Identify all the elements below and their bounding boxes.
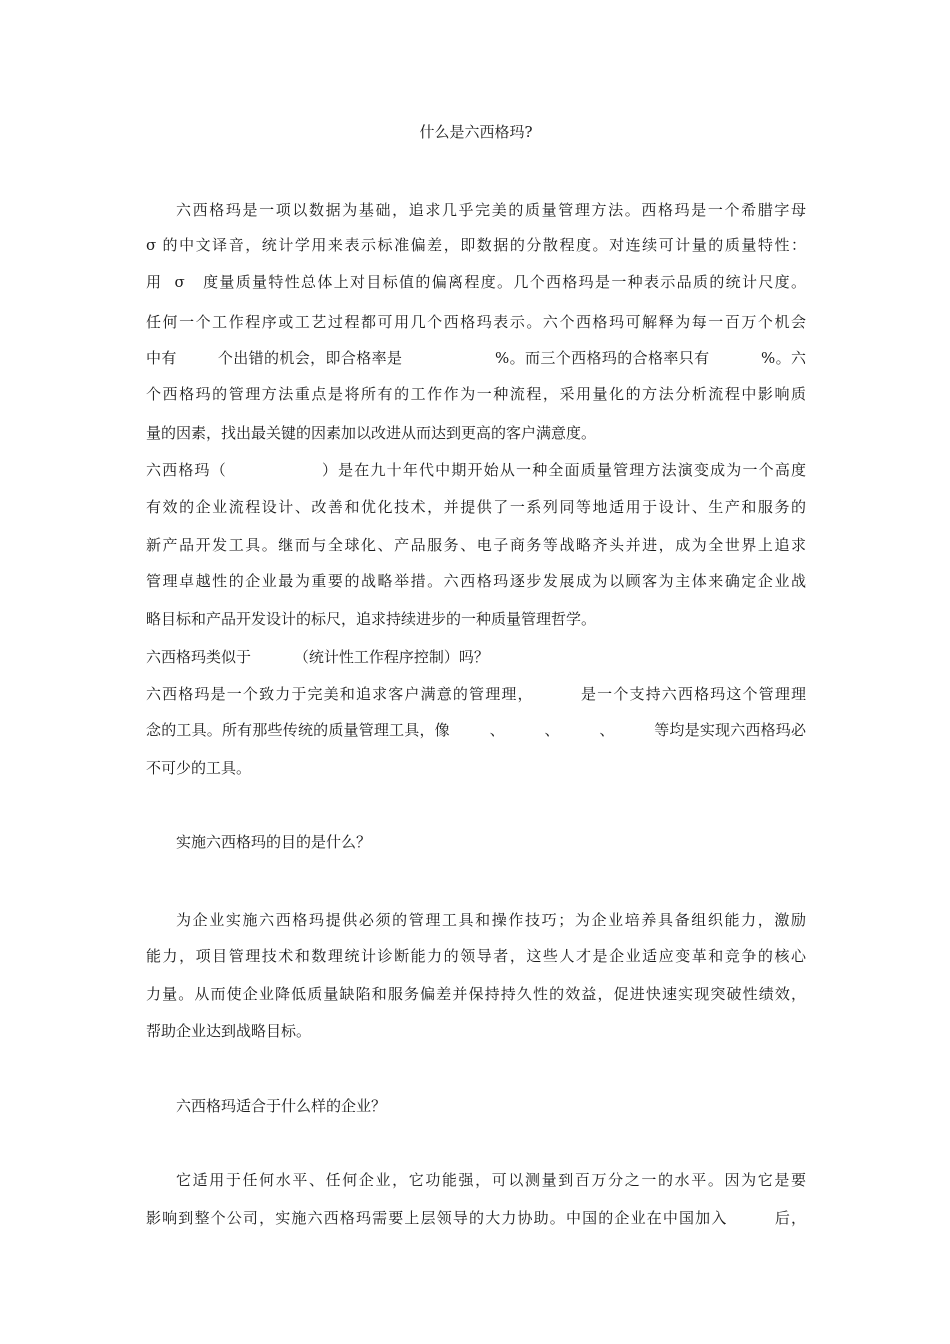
text-line: 为企业实施六西格玛提供必须的管理工具和操作技巧；为企业培养具备组织能力，激励 bbox=[176, 911, 806, 929]
text-line: 念的工具。所有那些传统的质量管理工具，像 、 、 、 等均是实现六西格玛必 bbox=[146, 721, 806, 739]
text-line: 六西格玛（ ）是在九十年代中期开始从一种全面质量管理方法演变成为一个高度 bbox=[146, 461, 806, 479]
text-line: σ 的中文译音，统计学用来表示标准偏差，即数据的分散程度。对连续可计量的质量特性： bbox=[146, 236, 806, 254]
question-line: 六西格玛类似于 （统计性工作程序控制）吗？ bbox=[146, 648, 489, 666]
text-line: 不可少的工具。 bbox=[146, 759, 252, 777]
text-line: 帮助企业达到战略目标。 bbox=[146, 1022, 312, 1040]
text-line: 影响到整个公司，实施六西格玛需要上层领导的大力协助。中国的企业在中国加入 后， bbox=[146, 1209, 806, 1227]
text-line: 量的因素，找出最关键的因素加以改进从而达到更高的客户满意度。 bbox=[146, 424, 597, 442]
text-line: 能力，项目管理技术和数理统计诊断能力的领导者，这些人才是企业适应变革和竞争的核心 bbox=[146, 947, 806, 965]
text-line: 个西格玛的管理方法重点是将所有的工作作为一种流程，采用量化的方法分析流程中影响质 bbox=[146, 385, 806, 403]
page-title: 什么是六西格玛? bbox=[419, 123, 533, 141]
text-line: 用 σ 度量质量特性总体上对目标值的偏离程度。几个西格玛是一种表示品质的统计尺度。 bbox=[146, 273, 806, 291]
text-line: 略目标和产品开发设计的标尺，追求持续进步的一种质量管理哲学。 bbox=[146, 610, 597, 628]
text-line: 它适用于任何水平、任何企业，它功能强，可以测量到百万分之一的水平。因为它是要 bbox=[176, 1171, 806, 1189]
text-line: 中有 个出错的机会，即合格率是 %。而三个西格玛的合格率只有 %。六 bbox=[146, 349, 806, 367]
text-line: 六西格玛是一项以数据为基础，追求几乎完美的质量管理方法。西格玛是一个希腊字母 bbox=[176, 201, 806, 219]
section-heading: 实施六西格玛的目的是什么？ bbox=[176, 833, 372, 851]
text-line: 力量。从而使企业降低质量缺陷和服务偏差并保持持久性的效益，促进快速实现突破性绩效， bbox=[146, 985, 806, 1003]
text-line: 新产品开发工具。继而与全球化、产品服务、电子商务等战略齐头并进，成为全世界上追求 bbox=[146, 536, 806, 554]
text-line: 六西格玛是一个致力于完美和追求客户满意的管理理， 是一个支持六西格玛这个管理理 bbox=[146, 685, 806, 703]
text-line: 有效的企业流程设计、改善和优化技术，并提供了一系列同等地适用于设计、生产和服务的 bbox=[146, 498, 806, 516]
section-heading: 六西格玛适合于什么样的企业？ bbox=[176, 1097, 387, 1115]
text-line: 任何一个工作程序或工艺过程都可用几个西格玛表示。六个西格玛可解释为每一百万个机会 bbox=[146, 313, 806, 331]
text-line: 管理卓越性的企业最为重要的战略举措。六西格玛逐步发展成为以顾客为主体来确定企业战 bbox=[146, 572, 806, 590]
